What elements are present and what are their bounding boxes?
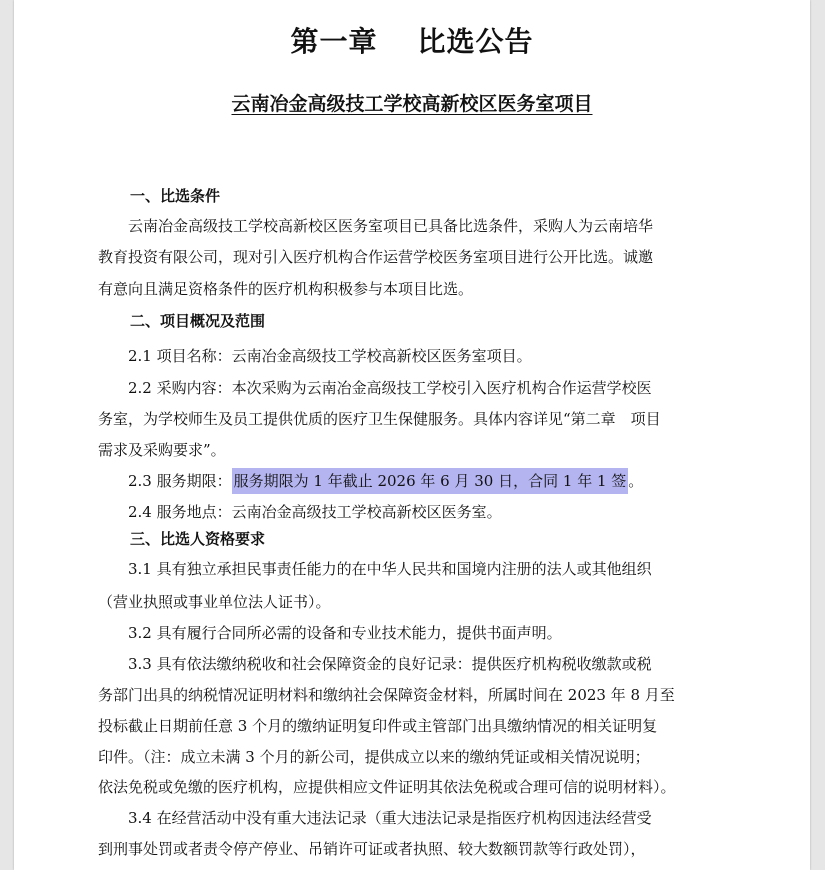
paragraph-line: （营业执照或事业单位法人证书）。: [98, 593, 331, 611]
paragraph-line-service-period: 2.3 服务期限： 服务期限为 1 年截止 2026 年 6 月 30 日，合同 1 年 1 签 。: [128, 470, 643, 491]
paragraph-line: 务室，为学校师生及员工提供优质的医疗卫生保健服务。具体内容详见“第二章 项目: [98, 410, 661, 428]
section-heading-2: 二、项目概况及范围: [130, 312, 266, 330]
paragraph-line: 务部门出具的纳税情况证明材料和缴纳社会保障资金材料，所属时间在 2023 年 8 月至: [98, 686, 675, 704]
paragraph-line: 有意向且满足资格条件的医疗机构积极参与本项目比选。: [98, 280, 474, 298]
paragraph-line: 投标截止日期前任意 3 个月的缴纳证明复印件或主管部门出具缴纳情况的相关证明复: [98, 717, 658, 735]
paragraph-line: 2.1 项目名称：云南冶金高级技工学校高新校区医务室项目。: [128, 347, 532, 365]
paragraph-line: 到刑事处罚或者责令停产停业、吊销许可证或者执照、较大数额罚款等行政处罚），: [98, 840, 646, 858]
document-page: [14, 0, 810, 870]
paragraph-line: 2.4 服务地点：云南冶金高级技工学校高新校区医务室。: [128, 503, 502, 521]
paragraph-line: 3.3 具有依法缴纳税收和社会保障资金的良好记录：提供医疗机构税收缴款或税: [128, 655, 652, 673]
paragraph-line: 2.2 采购内容：本次采购为云南冶金高级技工学校引入医疗机构合作运营学校医: [128, 379, 652, 397]
section-heading-1: 一、比选条件: [130, 187, 221, 205]
paragraph-line: 3.1 具有独立承担民事责任能力的在中华人民共和国境内注册的法人或其他组织: [128, 560, 652, 578]
paragraph-line: 依法免税或免缴的医疗机构，应提供相应文件证明其依法免税或合理可信的说明材料）。: [98, 778, 676, 796]
text-selection-highlight[interactable]: 服务期限为 1 年截止 2026 年 6 月 30 日，合同 1 年 1 签: [232, 468, 629, 494]
paragraph-line: 教育投资有限公司，现对引入医疗机构合作运营学校医务室项目进行公开比选。诚邀: [98, 248, 654, 266]
paragraph-line: 3.2 具有履行合同所必需的设备和专业技术能力，提供书面声明。: [128, 624, 562, 642]
paragraph-line: 需求及采购要求”。: [98, 441, 226, 459]
section-heading-3: 三、比选人资格要求: [130, 530, 266, 548]
paragraph-line: 印件。（注：成立未满 3 个月的新公司，提供成立以来的缴纳凭证或相关情况说明；: [98, 748, 650, 766]
project-subtitle: 云南冶金高级技工学校高新校区医务室项目: [231, 93, 593, 115]
chapter-title: 第一章 比选公告: [290, 25, 534, 58]
paragraph-line: 云南冶金高级技工学校高新校区医务室项目已具备比选条件，采购人为云南培华: [128, 217, 654, 235]
paragraph-line: 3.4 在经营活动中没有重大违法记录（重大违法记录是指医疗机构因违法经营受: [128, 809, 652, 827]
